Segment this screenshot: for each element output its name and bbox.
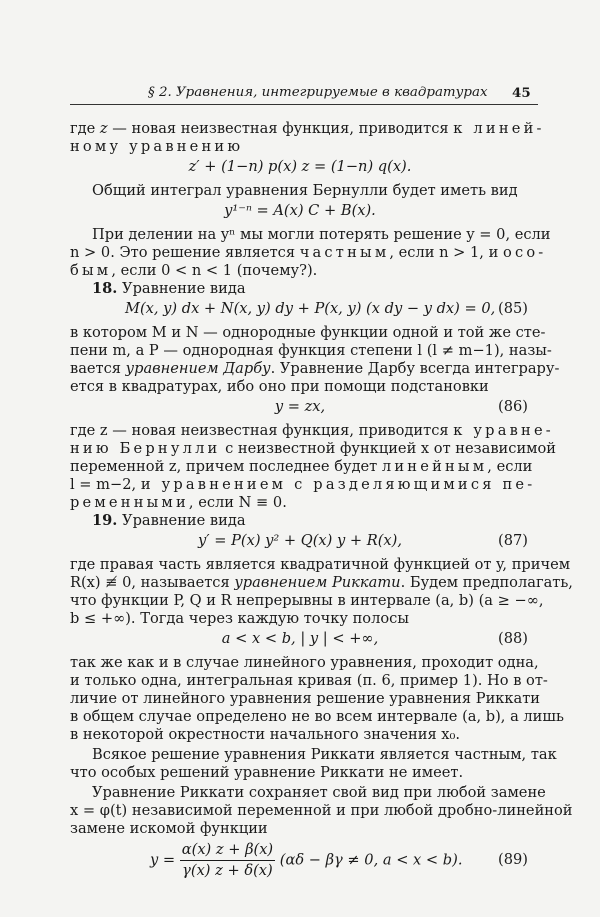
text-line: что функции P, Q и R непрерывны в интервале (a, b) (a ≥ −∞,	[70, 592, 544, 609]
text-line: n > 0. Это решение является частным, если n > 1, и осо-	[70, 244, 547, 261]
equation-number-85: (85)	[498, 300, 528, 317]
equation-89	[150, 840, 462, 881]
text-line: Всякое решение уравнения Риккати является частным, так	[92, 746, 557, 763]
text-line: нию Бернулли с неизвестной функцией x от независимой	[70, 440, 557, 457]
equation-general-integral: y¹⁻ⁿ = A(x) C + B(x).	[224, 202, 376, 219]
text-line: Общий интеграл уравнения Бернулли будет иметь вид	[92, 182, 518, 199]
text-line: R(x) ≢ 0, называется уравнением Риккати. Будем предполагать,	[70, 574, 573, 591]
equation-87: y′ = P(x) y² + Q(x) y + R(x),	[198, 532, 402, 549]
text-line: так же как и в случае линейного уравнения, проходит одна,	[70, 654, 539, 671]
text-line: вается уравнением Дарбу. Уравнение Дарбу всегда интеграру-	[70, 360, 560, 377]
equation-89-denominator: γ(x) z + δ(x)	[182, 862, 273, 879]
text-line: ному уравнению	[70, 138, 244, 155]
equation-number-86: (86)	[498, 398, 528, 415]
section-19-heading: 19. Уравнение вида	[92, 512, 246, 529]
text-line: Уравнение Риккати сохраняет свой вид при любой замене	[92, 784, 546, 801]
equation-linear: z′ + (1−n) p(x) z = (1−n) q(x).	[188, 158, 412, 175]
equation-number-87: (87)	[498, 532, 528, 549]
text-line: где z — новая неизвестная функция, приводится к линей-	[70, 120, 545, 137]
text-line: ется в квадратурах, ибо оно при помощи подстановки	[70, 378, 489, 395]
equation-85: M(x, y) dx + N(x, y) dy + P(x, y) (x dy − y dx) = 0,	[125, 300, 496, 317]
running-title: § 2. Уравнения, интегрируемые в квадратурах	[148, 85, 488, 100]
header-rule	[70, 104, 538, 105]
equation-88: a < x < b, | y | < +∞,	[221, 630, 379, 647]
equation-number-89: (89)	[498, 851, 528, 868]
equation-89-lhs: y =	[150, 851, 176, 869]
text-line: в некоторой окрестности начального значения x₀.	[70, 726, 461, 743]
text-line: в общем случае определено не во всем интервале (a, b), а лишь	[70, 708, 564, 725]
equation-number-88: (88)	[498, 630, 528, 647]
text-line: в котором M и N — однородные функции одной и той же сте-	[70, 324, 546, 341]
page-number: 45	[512, 85, 531, 101]
text-line: и только одна, интегральная кривая (п. 6, пример 1). Но в от-	[70, 672, 548, 689]
text-line: переменной z, причем последнее будет линейным, если	[70, 458, 533, 475]
equation-89-fraction	[180, 840, 275, 881]
text-line: x = φ(t) независимой переменной и при любой дробно-линейной	[70, 802, 573, 819]
text-line: что особых решений уравнение Риккати не имеет.	[70, 764, 464, 781]
text-line: l = m−2, и уравнением с разделяющимися пе-	[70, 476, 536, 493]
section-18-heading: 18. Уравнение вида	[92, 280, 246, 297]
text-line: где z — новая неизвестная функция, приводится к уравне-	[70, 422, 554, 439]
text-line: При делении на yⁿ мы могли потерять решение y = 0, если	[92, 226, 551, 243]
text-line: пени m, а P — однородная функция степени l (l ≠ m−1), назы-	[70, 342, 552, 359]
text-line: бым, если 0 < n < 1 (почему?).	[70, 262, 318, 279]
equation-89-condition: (αδ − βγ ≠ 0, a < x < b).	[279, 851, 463, 869]
text-line: замене искомой функции	[70, 820, 268, 837]
text-line: личие от линейного уравнения решение уравнения Риккати	[70, 690, 541, 707]
text-line: где правая часть является квадратичной функцией от y, причем	[70, 556, 571, 573]
equation-89-numerator: α(x) z + β(x)	[180, 840, 275, 861]
text-line: b ≤ +∞). Тогда через каждую точку полосы	[70, 610, 409, 627]
text-line: ременными, если N ≡ 0.	[70, 494, 287, 511]
equation-86: y = zx,	[274, 398, 326, 415]
